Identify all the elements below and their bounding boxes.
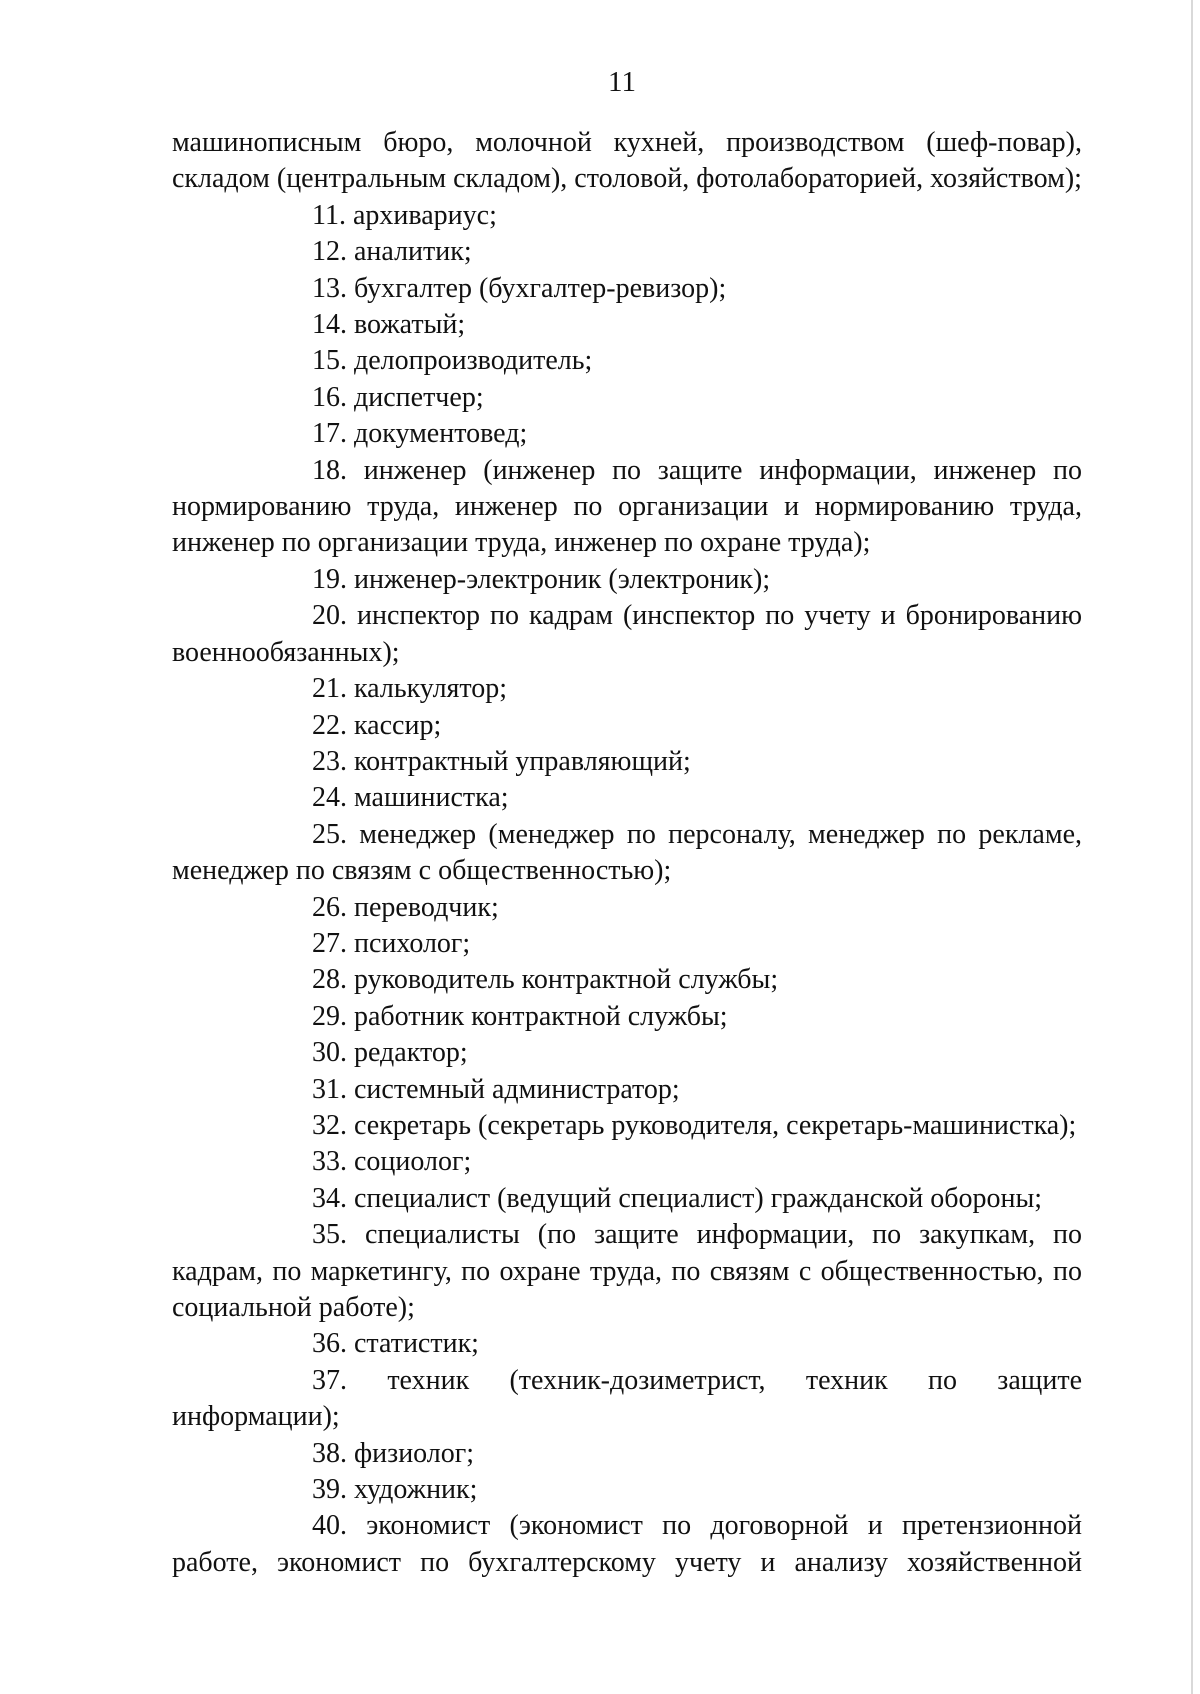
list-item-text: калькулятор; — [354, 673, 508, 705]
list-item — [172, 234, 1082, 270]
list-item-number: 12. — [312, 236, 347, 268]
list-item-text: документовед; — [354, 418, 528, 450]
list-item-number: 18. — [312, 454, 347, 486]
list-item — [172, 271, 1082, 307]
list-item-number: 15. — [312, 345, 347, 377]
list-item-text: архивариус; — [352, 199, 497, 231]
list-item-text: машинистка; — [354, 782, 509, 814]
list-item-text: делопроизводитель; — [354, 345, 593, 377]
list-item-number: 36. — [312, 1328, 347, 1360]
list-item-text: социолог; — [354, 1146, 472, 1178]
list-item-number: 29. — [312, 1000, 347, 1032]
list-item-text: переводчик; — [354, 891, 499, 923]
list-item — [172, 198, 1082, 234]
list-item-number: 35. — [312, 1219, 347, 1251]
list-item-number: 19. — [312, 563, 347, 595]
list-item-text: техник (техник-дозиметрист, техник по защите информации); — [172, 1364, 1083, 1433]
list-item-number: 28. — [312, 964, 347, 996]
list-item-number: 40. — [312, 1510, 347, 1542]
list-item-number: 30. — [312, 1037, 347, 1069]
list-item — [172, 380, 1082, 416]
list-item-number: 14. — [312, 309, 347, 341]
list-item — [172, 1144, 1082, 1180]
list-item-text: художник; — [354, 1474, 478, 1506]
list-item — [172, 1181, 1082, 1217]
list-item-text: диспетчер; — [354, 381, 484, 413]
list-item — [172, 1217, 1082, 1326]
list-item — [172, 453, 1082, 562]
list-item-text: психолог; — [354, 927, 471, 959]
list-item-number: 23. — [312, 745, 347, 777]
list-item — [172, 1326, 1082, 1362]
list-item-number: 38. — [312, 1437, 347, 1469]
list-item-text: работник контрактной службы; — [354, 1000, 728, 1032]
list-item-text: инспектор по кадрам (инспектор по учету и бронированию военнообязанных); — [172, 600, 1083, 668]
list-item-text: руководитель контрактной службы; — [354, 964, 779, 996]
list-item-text: кассир; — [354, 709, 442, 741]
list-item — [172, 817, 1082, 890]
list-item — [172, 708, 1082, 744]
list-item — [172, 598, 1082, 671]
list-item-text: редактор; — [354, 1037, 468, 1069]
list-item-number: 32. — [312, 1109, 347, 1141]
list-item — [172, 962, 1082, 998]
list-item — [172, 1363, 1082, 1436]
document-body — [172, 125, 1082, 1581]
list-item — [172, 562, 1082, 598]
intro-paragraph: машинописным бюро, молочной кухней, производством (шеф-повар), складом (центральным складом), столовой, фотолабораторией, хозяйством); — [172, 127, 1082, 195]
list-item — [172, 780, 1082, 816]
list-item-text: менеджер (менеджер по персоналу, менеджер по рекламе, менеджер по связям с общественностью); — [172, 818, 1083, 887]
list-item-text: статистик; — [354, 1328, 479, 1360]
list-item — [172, 1508, 1082, 1581]
list-item-number: 33. — [312, 1146, 347, 1178]
list-item-text: специалист (ведущий специалист) гражданской обороны; — [354, 1182, 1043, 1214]
list-item-number: 37. — [312, 1364, 347, 1396]
list-item-text: секретарь (секретарь руководителя, секретарь-машинистка); — [354, 1109, 1077, 1141]
list-item-text: контрактный управляющий; — [354, 745, 691, 777]
list-item-text: инженер (инженер по защите информации, инженер по нормированию труда, инженер по организации и нормированию труда, инженер по организации труда, инженер по охране труда); — [172, 454, 1083, 559]
list-item-number: 20. — [312, 600, 347, 632]
list-item-number: 34. — [312, 1182, 347, 1214]
page-number: 11 — [608, 66, 636, 98]
list-item — [172, 926, 1082, 962]
list-item-number: 39. — [312, 1474, 347, 1506]
list-item-text: аналитик; — [354, 236, 472, 268]
list-item-number: 11. — [312, 199, 346, 231]
list-item-number: 17. — [312, 418, 347, 450]
list-item — [172, 890, 1082, 926]
list-item-number: 22. — [312, 709, 347, 741]
list-item-number: 16. — [312, 381, 347, 413]
list-item-number: 27. — [312, 927, 347, 959]
list-item — [172, 1035, 1082, 1071]
list-item-text: специалисты (по защите информации, по закупкам, по кадрам, по маркетингу, по охране труда, по связям с общественностью, по социальной работе); — [172, 1219, 1083, 1323]
list-item — [172, 1108, 1082, 1144]
list-item-number: 31. — [312, 1073, 347, 1105]
list-item-text: экономист (экономист по договорной и претензионной работе, экономист по бухгалтерскому учету и анализу хозяйственной — [172, 1510, 1082, 1578]
list-item — [172, 416, 1082, 452]
list-item — [172, 1472, 1082, 1508]
list-item — [172, 343, 1082, 379]
list-item — [172, 307, 1082, 343]
list-item — [172, 1072, 1082, 1108]
list-item — [172, 1436, 1082, 1472]
list-item-number: 13. — [312, 272, 347, 304]
list-item-text: вожатый; — [354, 309, 466, 341]
list-item-number: 21. — [312, 673, 347, 705]
list-item-number: 24. — [312, 782, 347, 814]
list-item — [172, 744, 1082, 780]
list-item-text: бухгалтер (бухгалтер-ревизор); — [354, 272, 727, 304]
list-item-text: инженер-электроник (электроник); — [354, 563, 771, 595]
list-item-number: 26. — [312, 891, 347, 923]
list-item-number: 25. — [312, 818, 347, 850]
list-item-text: системный администратор; — [354, 1073, 680, 1105]
list-item — [172, 671, 1082, 707]
list-item-text: физиолог; — [354, 1437, 475, 1469]
list-item — [172, 999, 1082, 1035]
scan-edge-line — [1191, 0, 1193, 1694]
